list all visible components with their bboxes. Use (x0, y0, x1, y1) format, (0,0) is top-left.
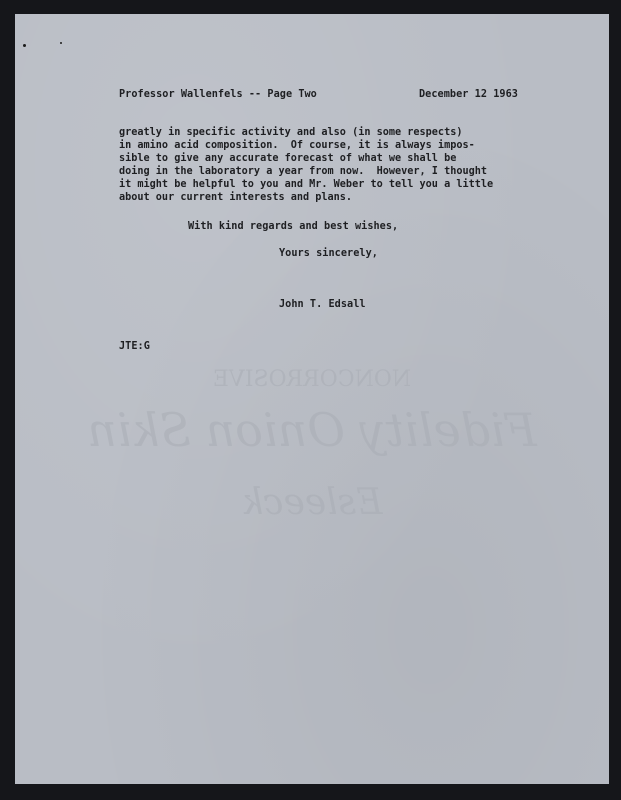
body-line: it might be helpful to you and Mr. Weber to tell you a little (119, 179, 494, 190)
watermark-esleeck: Esleeck (241, 482, 383, 523)
closing-salutation: Yours sincerely, (279, 248, 378, 259)
watermark-noncorrosive: NONCORROSIVE (212, 367, 412, 392)
dust-speck (23, 44, 26, 47)
letter-page (15, 14, 609, 784)
body-line: about our current interests and plans. (119, 192, 353, 203)
body-line: greatly in specific activity and also (in some respects) (119, 127, 463, 138)
page-header-recipient: Professor Wallenfels -- Page Two (119, 89, 317, 100)
signatory-name: John T. Edsall (279, 299, 366, 310)
page-header-date: December 12 1963 (419, 89, 518, 100)
body-line: sible to give any accurate forecast of what we shall be (119, 153, 457, 164)
dust-speck (60, 42, 62, 44)
body-line: doing in the laboratory a year from now. However, I thought (119, 166, 488, 177)
closing-regards: With kind regards and best wishes, (188, 221, 399, 232)
body-line: in amino acid composition. Of course, it is always impos- (119, 140, 475, 151)
reference-initials: JTE:G (119, 341, 150, 352)
watermark-fidelity-onion-skin: Fidelity Onion Skin (87, 403, 537, 457)
